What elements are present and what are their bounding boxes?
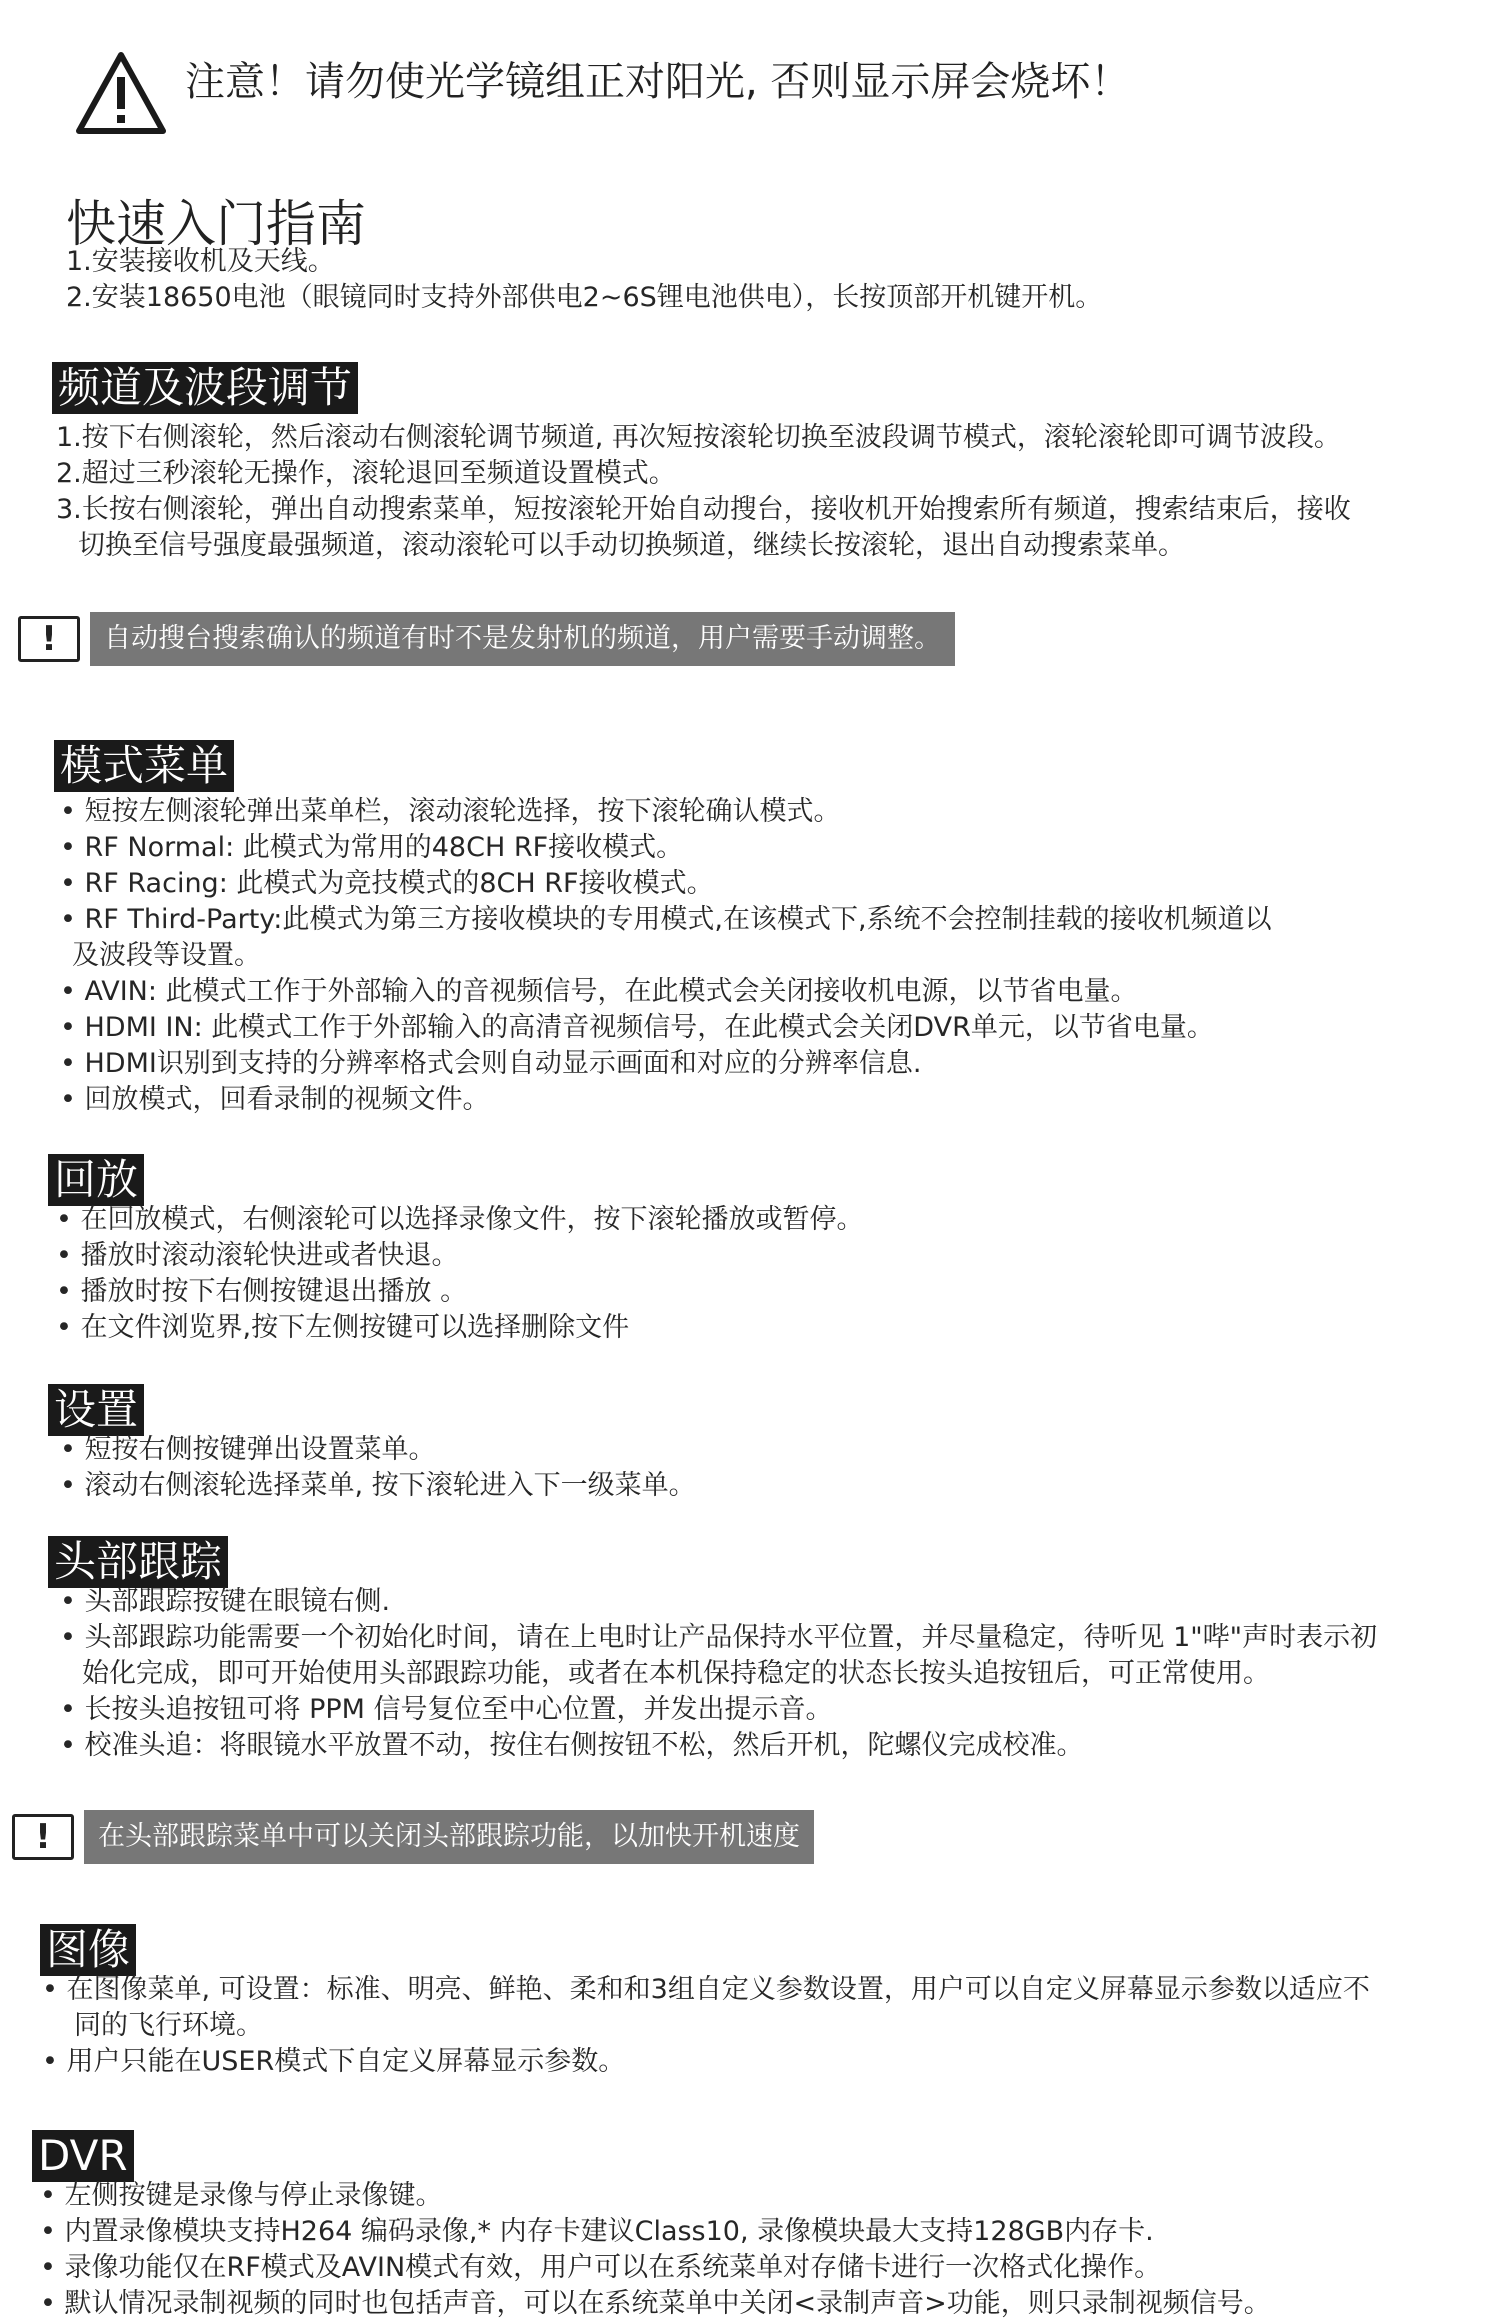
headtracking-section [48, 1536, 1500, 1764]
dvr-line: • 默认情况录制视频的同时也包括声音，可以在系统菜单中关闭<录制声音>功能，则只录制视频信号。 [40, 2288, 1271, 2319]
quick-start-body [66, 244, 1500, 316]
channel-line: 1.按下右侧滚轮，然后滚动右侧滚轮调节频道, 再次短按滚轮切换至波段调节模式，滚轮滚轮即可调节波段。 [56, 422, 1341, 453]
quick-start-line: 1.安装接收机及天线。 [66, 246, 335, 277]
headtracking-title: 头部跟踪 [48, 1536, 228, 1588]
image-title: 图像 [40, 1924, 136, 1976]
mode-line: • RF Racing: 此模式为竞技模式的8CH RF接收模式。 [60, 868, 714, 899]
channel-line: 3.长按右侧滚轮，弹出自动搜索菜单，短按滚轮开始自动搜台，接收机开始搜索所有频道，搜索结束后，接收 [56, 494, 1351, 525]
dvr-line: • 内置录像模块支持H264 编码录像,* 内存卡建议Class10, 录像模块最大支持128GB内存卡. [40, 2216, 1154, 2247]
playback-section [48, 1154, 1500, 1346]
warning-banner [75, 48, 1131, 138]
headtracking-line: • 校准头追：将眼镜水平放置不动，按住右侧按钮不松，然后开机，陀螺仪完成校准。 [60, 1730, 1084, 1761]
headtracking-note-text: 在头部跟踪菜单中可以关闭头部跟踪功能，以加快开机速度 [84, 1810, 814, 1864]
channel-title: 频道及波段调节 [52, 362, 358, 414]
warning-text: 注意！请勿使光学镜组正对阳光, 否则显示屏会烧坏！ [185, 59, 1131, 105]
channel-line: 2.超过三秒滚轮无操作，滚轮退回至频道设置模式。 [56, 458, 676, 489]
dvr-title: DVR [32, 2130, 134, 2182]
mode-section [54, 740, 1500, 1118]
playback-title: 回放 [48, 1154, 144, 1206]
settings-section [48, 1384, 1500, 1504]
playback-line: • 播放时滚动滚轮快进或者快退。 [56, 1240, 459, 1271]
mode-line: 及波段等设置。 [72, 940, 261, 971]
headtracking-line: • 头部跟踪按键在眼镜右侧. [60, 1586, 391, 1617]
dvr-line: • 录像功能仅在RF模式及AVIN模式有效，用户可以在系统菜单对存储卡进行一次格式化操作。 [40, 2252, 1162, 2283]
playback-line: • 播放时按下右侧按键退出播放 。 [56, 1276, 468, 1307]
warning-triangle-icon [75, 51, 167, 135]
quick-start-title: 快速入门指南 [66, 195, 366, 253]
mode-line: • RF Third-Party:此模式为第三方接收模块的专用模式,在该模式下,系统不会控制挂载的接收机频道以 [60, 904, 1272, 935]
image-line: • 用户只能在USER模式下自定义屏幕显示参数。 [42, 2046, 626, 2077]
headtracking-line: 始化完成，即可开始使用头部跟踪功能，或者在本机保持稳定的状态长按头追按钮后，可正常使用。 [82, 1658, 1270, 1689]
mode-title: 模式菜单 [54, 740, 234, 792]
mode-line: • HDMI识别到支持的分辨率格式会则自动显示画面和对应的分辨率信息. [60, 1048, 922, 1079]
headtracking-line: • 长按头追按钮可将 PPM 信号复位至中心位置，并发出提示音。 [60, 1694, 833, 1725]
settings-title: 设置 [48, 1384, 144, 1436]
dvr-section [32, 2130, 1500, 2322]
headtracking-note [12, 1810, 814, 1864]
settings-line: • 滚动右侧滚轮选择菜单, 按下滚轮进入下一级菜单。 [60, 1470, 696, 1501]
exclamation-icon: ! [18, 616, 80, 662]
image-line: 同的飞行环境。 [74, 2010, 263, 2041]
dvr-line: • 左侧按键是录像与停止录像键。 [40, 2180, 443, 2211]
mode-line: • AVIN: 此模式工作于外部输入的音视频信号，在此模式会关闭接收机电源，以节省电量。 [60, 976, 1138, 1007]
image-section [40, 1924, 1500, 2080]
channel-note [18, 612, 955, 666]
mode-line: • 回放模式，回看录制的视频文件。 [60, 1084, 490, 1115]
channel-line: 切换至信号强度最强频道，滚动滚轮可以手动切换频道，继续长按滚轮，退出自动搜索菜单。 [78, 530, 1185, 561]
exclamation-icon: ! [12, 1814, 74, 1860]
mode-line: • 短按左侧滚轮弹出菜单栏，滚动滚轮选择，按下滚轮确认模式。 [60, 796, 841, 827]
quick-start-line: 2.安装18650电池（眼镜同时支持外部供电2~6S锂电池供电），长按顶部开机键开机。 [66, 282, 1103, 313]
image-line: • 在图像菜单, 可设置：标准、明亮、鲜艳、柔和和3组自定义参数设置，用户可以自定义屏幕显示参数以适应不 [42, 1974, 1370, 2005]
mode-line: • HDMI IN: 此模式工作于外部输入的高清音视频信号，在此模式会关闭DVR单元，以节省电量。 [60, 1012, 1214, 1043]
channel-note-text: 自动搜台搜索确认的频道有时不是发射机的频道，用户需要手动调整。 [90, 612, 955, 666]
playback-line: • 在回放模式，右侧滚轮可以选择录像文件，按下滚轮播放或暂停。 [56, 1204, 864, 1235]
settings-line: • 短按右侧按键弹出设置菜单。 [60, 1434, 436, 1465]
playback-line: • 在文件浏览界,按下左侧按键可以选择删除文件 [56, 1312, 630, 1343]
headtracking-line: • 头部跟踪功能需要一个初始化时间，请在上电时让产品保持水平位置，并尽量稳定，待听见 1"哔"声时表示初 [60, 1622, 1378, 1653]
mode-line: • RF Normal: 此模式为常用的48CH RF接收模式。 [60, 832, 684, 863]
channel-section [52, 362, 1500, 564]
